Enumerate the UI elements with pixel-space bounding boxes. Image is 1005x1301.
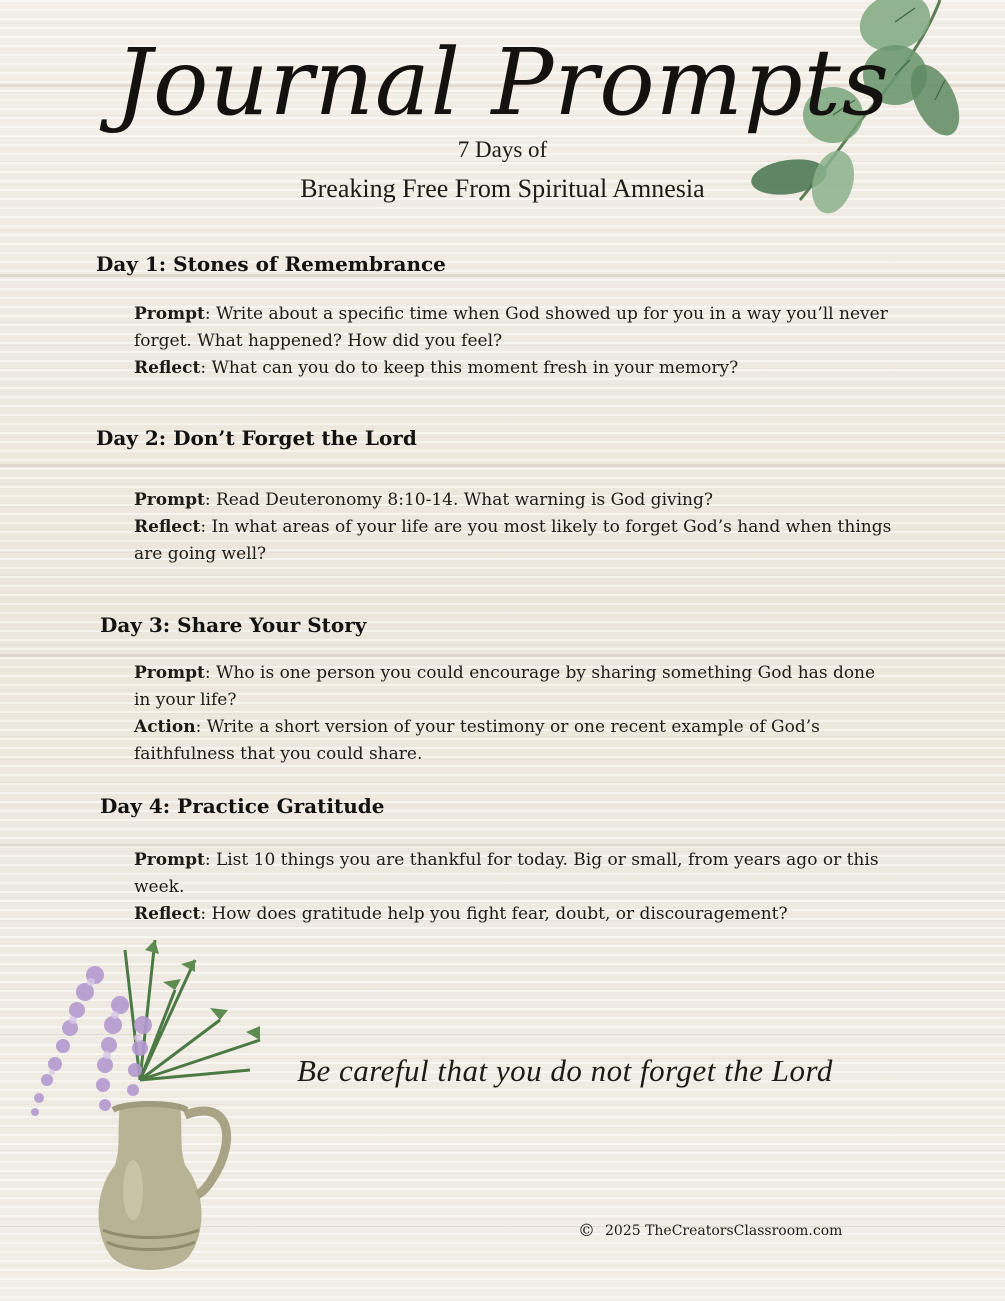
- day-1-heading: Day 1: Stones of Remembrance: [96, 252, 446, 276]
- day-2-heading: Day 2: Don’t Forget the Lord: [96, 426, 417, 450]
- page-title: Breaking Free From Spiritual Amnesia: [300, 174, 705, 203]
- prompt-label: Prompt: [134, 304, 205, 324]
- day-2-body: [134, 487, 894, 568]
- day-1-body: [134, 301, 894, 382]
- prompt-label: Prompt: [134, 663, 205, 683]
- script-title: Journal Prompts: [115, 29, 890, 136]
- copyright: [578, 1221, 842, 1241]
- day-3-heading: Day 3: Share Your Story: [100, 613, 367, 637]
- day-4-body: [134, 847, 894, 928]
- prompt-text: : List 10 things you are thankful for today. Big or small, from years ago or this week.: [134, 850, 879, 897]
- reflect-label: Reflect: [134, 358, 201, 378]
- reflect-text: : How does gratitude help you fight fear, doubt, or discouragement?: [200, 904, 788, 924]
- flower-vase-illustration: [25, 930, 275, 1280]
- prompt-text: : Who is one person you could encourage by sharing something God has done in your life?: [134, 663, 876, 710]
- copyright-icon: ©: [578, 1221, 595, 1241]
- reflect-label: Reflect: [134, 517, 201, 537]
- scripture-quote: Be careful that you do not forget the Lord: [297, 1053, 833, 1088]
- action-text: : Write a short version of your testimony or one recent example of God’s faithfulness that you could share.: [134, 717, 820, 764]
- reflect-text: : In what areas of your life are you most likely to forget God’s hand when things are going well?: [134, 517, 892, 564]
- reflect-label: Reflect: [134, 904, 201, 924]
- prompt-label: Prompt: [134, 490, 205, 510]
- prompt-label: Prompt: [134, 850, 205, 870]
- subtitle: 7 Days of: [457, 137, 548, 162]
- prompt-text: : Read Deuteronomy 8:10-14. What warning is God giving?: [204, 490, 713, 510]
- day-3-body: [134, 660, 894, 768]
- copyright-text: 2025 TheCreatorsClassroom.com: [605, 1223, 843, 1239]
- prompt-text: : Write about a specific time when God showed up for you in a way you’ll never forget. What happened? How did you feel?: [134, 304, 888, 351]
- action-label: Action: [134, 717, 196, 737]
- day-4-heading: Day 4: Practice Gratitude: [100, 794, 385, 818]
- reflect-text: : What can you do to keep this moment fresh in your memory?: [200, 358, 739, 378]
